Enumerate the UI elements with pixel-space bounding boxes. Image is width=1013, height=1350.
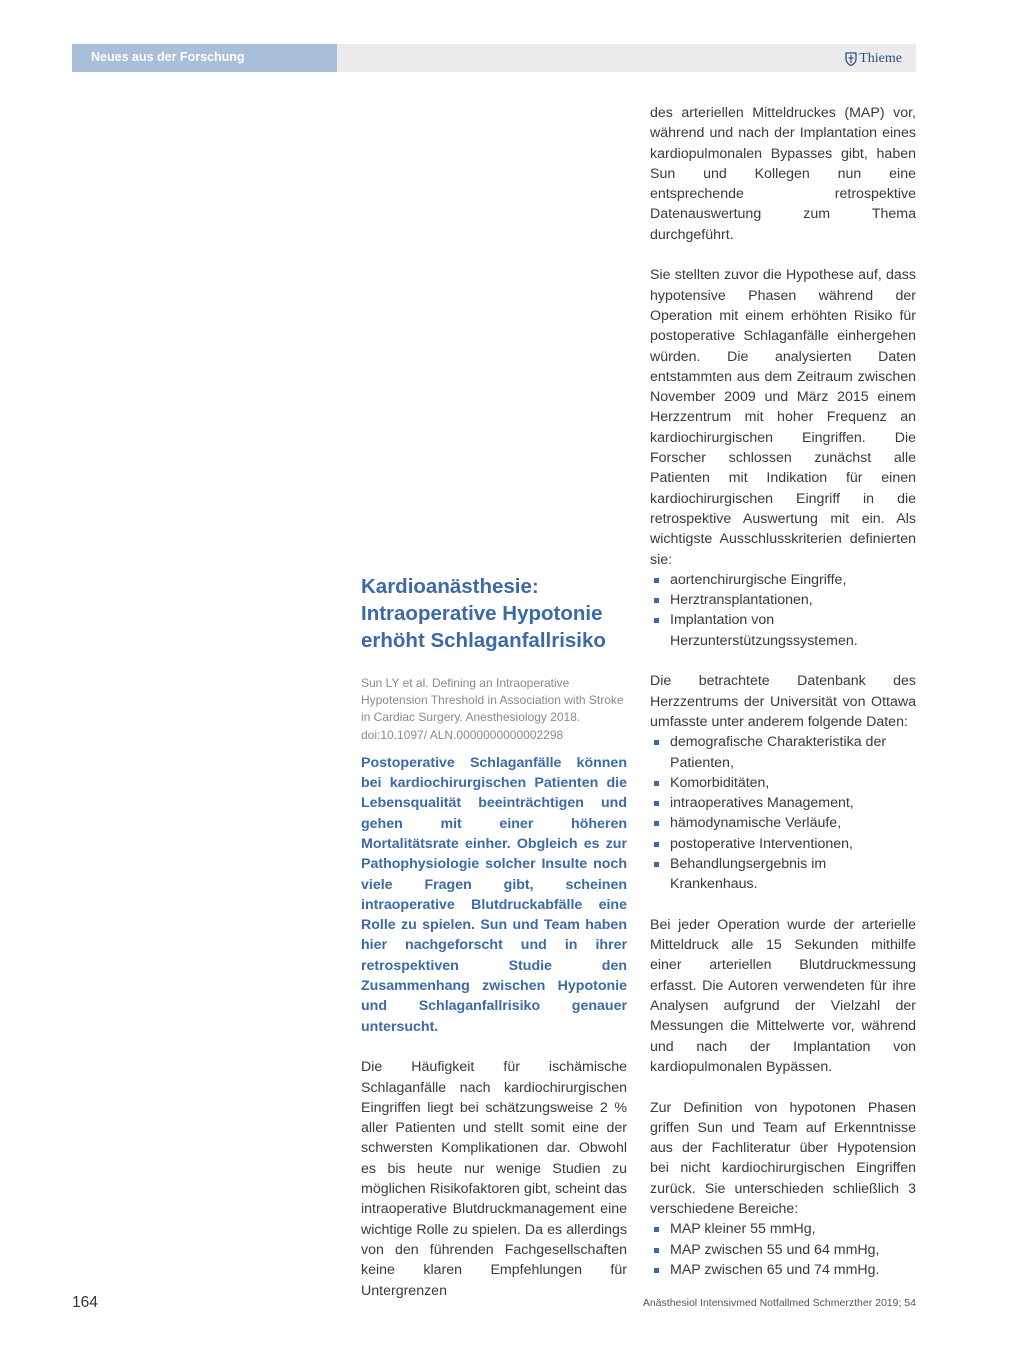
bullet-icon — [654, 842, 659, 847]
publisher-name: Thieme — [859, 51, 902, 66]
list-item-text: intraoperatives Management, — [670, 795, 854, 812]
list-item — [650, 834, 916, 854]
exclusion-criteria-list — [650, 570, 916, 651]
article-citation: Sun LY et al. Defining an Intraoperative Hypotension Threshold in Association with Stroke in Cardiac Surgery. Anesthesiology 2018. doi:10.1097/ ALN.0000000000002298 — [361, 676, 624, 742]
list-item — [650, 1240, 916, 1260]
bullet-icon — [654, 598, 659, 603]
bullet-icon — [654, 740, 659, 745]
list-item-text: demografische Charakteristika der Patienten, — [670, 734, 887, 771]
article-title: Kardioanästhesie: Intraoperative Hypotonie erhöht Schlaganfallrisiko — [361, 575, 606, 652]
list-item — [650, 773, 916, 793]
list-item — [650, 854, 916, 895]
list-item — [650, 590, 916, 610]
bullet-icon — [654, 1227, 659, 1232]
page-number: 164 — [72, 1294, 98, 1311]
list-item-text: MAP zwischen 65 und 74 mmHg. — [670, 1261, 880, 1278]
article-column-left — [361, 573, 627, 1301]
section-label: Neues aus der Forschung — [91, 50, 245, 64]
list-item-text: hämodynamische Verläufe, — [670, 815, 842, 832]
list-item-text: MAP kleiner 55 mmHg, — [670, 1221, 816, 1238]
database-contents-list — [650, 732, 916, 894]
bullet-icon — [654, 578, 659, 583]
list-item-text: Komorbiditäten, — [670, 774, 770, 791]
bullet-icon — [654, 618, 659, 623]
list-item-text: MAP zwischen 55 und 64 mmHg, — [670, 1241, 880, 1258]
bullet-icon — [654, 862, 659, 867]
article-lead: Postoperative Schlaganfälle können bei kardiochirurgischen Patienten die Lebensqualität beeinträchtigen und gehen mit einer höheren Mortalitätsrate einher. Obgleich es zur Pathophysiologie solcher Insulte noch viele Fragen gibt, scheinen intraoperative Blutdruckabfälle eine Rolle zu spielen. Sun und Team haben hier nachgeforscht und in ihrer retrospektiven Studie den Zusammenhang zwischen Hypotonie und Schlaganfallrisiko genauer untersucht. — [361, 754, 627, 1035]
list-item-text: Behandlungsergebnis im Krankenhaus. — [670, 855, 827, 893]
journal-reference: Anästhesiol Intensivmed Notfallmed Schmerzther 2019; 54 — [642, 1297, 916, 1309]
list-item — [650, 610, 916, 651]
publisher-logo — [845, 51, 902, 67]
header-bar — [337, 44, 916, 72]
list-item — [650, 1219, 916, 1239]
bullet-icon — [654, 821, 659, 826]
body-paragraph: Die betrachtete Datenbank des Herzzentrums der Universität von Ottawa umfasste unter anderem folgende Daten: — [650, 673, 916, 730]
body-paragraph: Bei jeder Operation wurde der arterielle Mitteldruck alle 15 Sekunden mithilfe einer arteriellen Blutdruckmessung erfasst. Die Autoren verwendeten für ihre Analysen aufgrund der Vielzahl der Messungen die Mittelwerte vor, während und nach der Implantation von kardiopulmonalen Bypässen. — [650, 916, 916, 1075]
list-item — [650, 570, 916, 590]
body-paragraph: Die Häufigkeit für ischämische Schlaganfälle nach kardiochirurgischen Eingriffen liegt bei schätzungsweise 2 % aller Patienten und stellt somit eine der schwersten Komplikationen dar. Obwohl es bis heute nur wenige Studien zu möglichen Risikofaktoren gibt, scheint das intraoperative Blutdruckmanagement eine wichtige Rolle zu spielen. Da es allerdings von den führenden Fachgesellschaften keine klaren Empfehlungen für Untergrenzen — [361, 1059, 627, 1299]
bullet-icon — [654, 801, 659, 806]
section-header — [72, 44, 337, 72]
list-item-text: aortenchirurgische Eingriffe, — [670, 571, 847, 588]
list-item — [650, 793, 916, 813]
map-ranges-list — [650, 1219, 916, 1280]
body-paragraph: Zur Definition von hypotonen Phasen griffen Sun und Team auf Erkenntnisse aus der Fachliteratur über Hypotension bei nicht kardiochirurgischen Eingriffen zurück. Sie unterschieden schließlich 3 verschiedene Bereiche: — [650, 1099, 916, 1218]
list-item — [650, 1260, 916, 1280]
bullet-icon — [654, 1248, 659, 1253]
list-item-text: postoperative Interventionen, — [670, 835, 853, 852]
list-item-text: Implantation von Herzunterstützungssystemen. — [670, 612, 858, 649]
list-item-text: Herztransplantationen, — [670, 592, 813, 609]
body-paragraph: des arteriellen Mitteldruckes (MAP) vor, während und nach der Implantation eines kardiopulmonalen Bypasses gibt, haben Sun und Kollegen nun eine entsprechende retrospektive Datenauswertung zum Thema durchgeführt. — [650, 105, 916, 243]
list-item — [650, 732, 916, 773]
article-column-right — [650, 103, 916, 1280]
list-item — [650, 813, 916, 833]
body-paragraph: Sie stellten zuvor die Hypothese auf, dass hypotensive Phasen während der Operation mit einem erhöhten Risiko für postoperative Schlaganfälle einhergehen würden. Die analysierten Daten entstammten aus dem Zeitraum zwischen November 2009 und März 2015 einem Herzzentrum mit hoher Frequenz an kardiochirurgischen Eingriffen. Die Forscher schlossen zunächst alle Patienten mit Indikation für einen kardiochirurgischen Eingriff in die retrospektive Auswertung mit ein. Als wichtigste Ausschlusskriterien definierten sie: — [650, 267, 916, 568]
bullet-icon — [654, 1268, 659, 1273]
thieme-emblem-icon — [845, 52, 857, 66]
bullet-icon — [654, 781, 659, 786]
